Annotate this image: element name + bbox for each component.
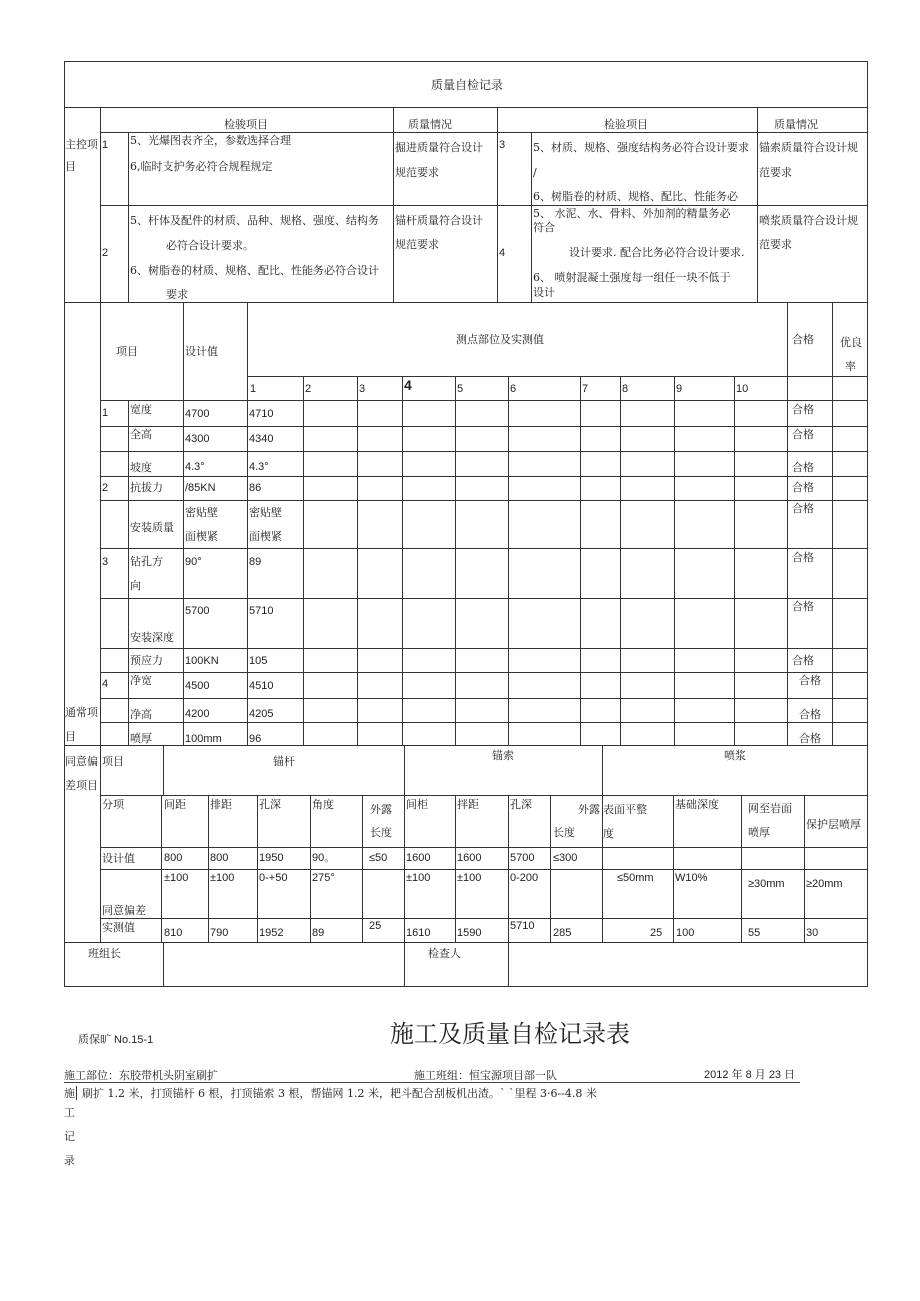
design-value: 90° (185, 556, 202, 568)
row-number: 1 (102, 139, 109, 151)
result: 合格 (792, 654, 814, 667)
tolerance-value: ≤50mm (617, 872, 654, 884)
header-underline (64, 1082, 800, 1083)
result: 合格 (799, 708, 821, 721)
measured-label: 实测值 (102, 921, 135, 934)
col-excellent-rate: 优良 (840, 336, 862, 349)
tolerance-value: ±100 (164, 872, 189, 884)
record-label: 施 (64, 1087, 75, 1100)
tolerance-value: W10% (675, 872, 708, 884)
measured-value: 30 (806, 927, 819, 939)
item-name: 坡度 (130, 461, 152, 474)
dev-header: 表面平整 (603, 803, 647, 816)
team-leader-label: 班组长 (88, 947, 121, 960)
design-label: 设计值 (102, 852, 135, 865)
measured-value: 100 (676, 927, 695, 939)
row-number: 3 (499, 139, 506, 151)
measured-value: 5710 (510, 920, 535, 932)
design-value: 4700 (185, 408, 210, 420)
construction-location: 施工部位：东胶带机头阴室刷扩 (64, 1069, 218, 1082)
tolerance-value: 275° (312, 872, 335, 884)
item-text: 要求 (166, 288, 188, 301)
point-number: 8 (622, 383, 629, 395)
item-name: 安装质量 (130, 521, 174, 534)
dev-header: 度 (603, 827, 614, 840)
design-value: /85KN (185, 482, 216, 494)
main-control-label-2: 目 (65, 160, 76, 173)
point-number: 5 (457, 383, 464, 395)
col-pass: 合格 (792, 333, 814, 346)
point-number: 6 (510, 383, 517, 395)
item-text: 5、 水泥、水、骨料、外加剂的精量务必 (533, 207, 731, 220)
item-text: 符合 (533, 221, 555, 234)
col-inspection-item-2: 检验项目 (604, 118, 648, 131)
dev-header: 外露 (370, 803, 392, 816)
point-number: 3 (359, 383, 366, 395)
point-number: 2 (305, 383, 312, 395)
design-value: 100mm (185, 733, 222, 745)
measured-value: 密贴壁 (249, 506, 282, 519)
measured-value: 86 (249, 482, 262, 494)
item-text: 6、树脂卷的材质、规格、配比、性能务必符合设计 (130, 264, 379, 277)
item-name: 净高 (130, 708, 152, 721)
design-value: 800 (164, 852, 183, 864)
col-measure-points: 测点部位及实测值 (456, 333, 544, 346)
dev-header: 喷厚 (748, 826, 770, 839)
measured-value: 4.3° (249, 461, 269, 473)
measured-value: 25 (369, 920, 382, 932)
item-text: 设计 (533, 286, 555, 299)
design-value: 1950 (259, 852, 284, 864)
general-label: 通常项 (65, 706, 98, 719)
measured-value: 1952 (259, 927, 284, 939)
result: 合格 (792, 461, 814, 474)
measured-value: 55 (748, 927, 761, 939)
item-text: 5、光爆图表齐全，参数选择合理 (130, 134, 291, 147)
tolerance-value: ±100 (457, 872, 482, 884)
tolerance-value: 0-+50 (259, 872, 288, 884)
design-value: 4500 (185, 680, 210, 692)
item-text: / (533, 166, 537, 179)
design-value: 1600 (406, 852, 431, 864)
point-number: 7 (582, 383, 589, 395)
deviation-label: 同意偏 (65, 755, 98, 768)
dev-header: 长度 (370, 826, 392, 839)
record-label: 工 (64, 1106, 75, 1119)
row-number: 4 (499, 247, 506, 259)
row-number: 2 (102, 482, 109, 494)
dev-header: 基础深度 (675, 798, 719, 811)
row-number: 2 (102, 247, 109, 259)
measured-value: 96 (249, 733, 262, 745)
measured-value: 4510 (249, 680, 274, 692)
measured-value: 4205 (249, 708, 274, 720)
point-number: 4 (404, 377, 412, 393)
col-design-value: 设计值 (185, 345, 218, 358)
item-text: 5、材质、规格、强度结构务必符合设计要求 (533, 141, 749, 154)
item-name: 宽度 (130, 403, 152, 416)
design-value: 4.3° (185, 461, 205, 473)
row-number: 4 (102, 678, 109, 690)
design-value: ≤50 (369, 852, 388, 864)
dev-header: 间距 (164, 798, 186, 811)
group-spray: 喷浆 (724, 749, 746, 762)
item-name: 全高 (130, 428, 152, 441)
tolerance-value: 0-200 (510, 872, 539, 884)
design-value: 面楔紧 (185, 530, 218, 543)
result: 合格 (792, 551, 814, 564)
tolerance-label: 同意偏差 (102, 904, 146, 917)
design-value: 90。 (312, 852, 336, 864)
col-inspection-item: 检骏项目 (224, 118, 268, 131)
dev-header: 拌距 (457, 798, 479, 811)
quality-text: 范要求 (759, 166, 792, 179)
dev-header: 外露 (578, 803, 600, 816)
tolerance-value: ≥20mm (806, 878, 843, 890)
item-text: 5、杆体及配件的材质、品种、规格、强度、结构务 (130, 214, 379, 227)
design-value: 5700 (510, 852, 535, 864)
dev-header: 长度 (553, 826, 575, 839)
general-label-2: 目 (65, 730, 76, 743)
col-item: 项目 (102, 755, 124, 768)
result: 合格 (792, 403, 814, 416)
record-date: 2012 年 8 月 23 日 (704, 1069, 796, 1081)
form-code: 质保旷 No.15-1 (78, 1034, 154, 1046)
record-label: 录 (64, 1154, 75, 1167)
point-number: 1 (250, 383, 257, 395)
dev-header: 角度 (312, 798, 334, 811)
measured-value: 105 (249, 655, 268, 667)
design-value: ≤300 (553, 852, 578, 864)
group-bolt: 锚杆 (273, 755, 295, 768)
dev-header: 网至岩面 (748, 802, 792, 815)
item-name: 喷厚 (130, 732, 152, 745)
measured-value: 89 (249, 556, 262, 568)
design-value: 100KN (185, 655, 219, 667)
quality-text: 锚杆质量符合设计 (395, 214, 483, 227)
design-value: 4300 (185, 433, 210, 445)
record-text: 刷扩 1.2 米，打顶锚杆 6 根，打顶锚索 3 根，帮锚网 1.2 米，耙斗配合刮板机出渣。` `里程 3·6--4.8 米 (82, 1087, 597, 1100)
design-value: 5700 (185, 605, 210, 617)
form-title: 施工及质量自检记录表 (390, 1020, 630, 1048)
design-value: 1600 (457, 852, 482, 864)
point-number: 9 (676, 383, 683, 395)
quality-text: 规范要求 (395, 238, 439, 251)
row-number: 3 (102, 556, 109, 568)
deviation-label-2: 差项目 (65, 779, 98, 792)
point-number: 10 (736, 383, 749, 395)
item-name: 安装深度 (130, 631, 174, 644)
measured-value: 285 (553, 927, 572, 939)
item-name: 钻孔方 (130, 555, 163, 568)
measured-value: 5710 (249, 605, 274, 617)
result: 合格 (792, 502, 814, 515)
measured-value: 面楔紧 (249, 530, 282, 543)
tolerance-value: ±100 (210, 872, 235, 884)
quality-text: 掘进质量符合设计 (395, 141, 483, 154)
row-number: 1 (102, 407, 109, 419)
col-quality-2: 质量情况 (774, 118, 818, 131)
result: 合格 (799, 674, 821, 687)
col-excellent-rate-2: 率 (845, 360, 856, 373)
design-value: 4200 (185, 708, 210, 720)
record-label: 记 (64, 1130, 75, 1143)
dev-header: 孔深 (259, 798, 281, 811)
dev-header: 间柜 (406, 798, 428, 811)
quality-text: 范要求 (759, 238, 792, 251)
dev-header: 保护层喷厚 (806, 818, 861, 831)
result: 合格 (792, 600, 814, 613)
item-name: 净宽 (130, 674, 152, 687)
result: 合格 (792, 481, 814, 494)
table-title: 质量自检记录 (431, 78, 504, 92)
measured-value: 1590 (457, 927, 482, 939)
item-text: 6、 喷射混凝土强度每一组任一块不低于 (533, 271, 731, 284)
item-name: 向 (130, 579, 141, 592)
dev-header: 孔深 (510, 798, 532, 811)
measured-value: 89 (312, 927, 325, 939)
item-name: 抗拔力 (130, 481, 163, 494)
measured-value: 4340 (249, 433, 274, 445)
item-text: 必符合设计要求。 (166, 239, 254, 252)
measured-value: 1610 (406, 927, 431, 939)
sub-item-label: 分项 (102, 798, 124, 811)
measured-value: 25 (650, 927, 663, 939)
construction-team: 施工班组：恒宝源项目部一队 (414, 1069, 557, 1082)
item-text: 6,临时支护务必符合规程规定 (130, 160, 273, 173)
quality-text: 锚索质量符合设计规 (759, 141, 858, 154)
result: 合格 (799, 732, 821, 745)
measured-value: 810 (164, 927, 183, 939)
item-text: 6、树脂卷的材质、规格、配比、性能务必 (533, 190, 738, 203)
measured-value: 4710 (249, 408, 274, 420)
design-value: 800 (210, 852, 229, 864)
tolerance-value: ≥30mm (748, 878, 785, 890)
result: 合格 (792, 428, 814, 441)
inspector-label: 检查人 (428, 947, 461, 960)
item-text: 设计要求. 配合比务必符合设计要求. (569, 246, 745, 259)
item-name: 预应力 (130, 654, 163, 667)
measured-value: 790 (210, 927, 229, 939)
group-cable: 锚索 (492, 749, 514, 762)
quality-text: 规范要求 (395, 166, 439, 179)
col-item: 项目 (116, 345, 138, 358)
quality-text: 喷浆质量符合设计规 (759, 214, 858, 227)
main-control-label: 主控项 (65, 138, 98, 151)
dev-header: 排距 (210, 798, 232, 811)
design-value: 密贴壁 (185, 506, 218, 519)
tolerance-value: ±100 (406, 872, 431, 884)
col-quality: 质量情况 (408, 118, 452, 131)
